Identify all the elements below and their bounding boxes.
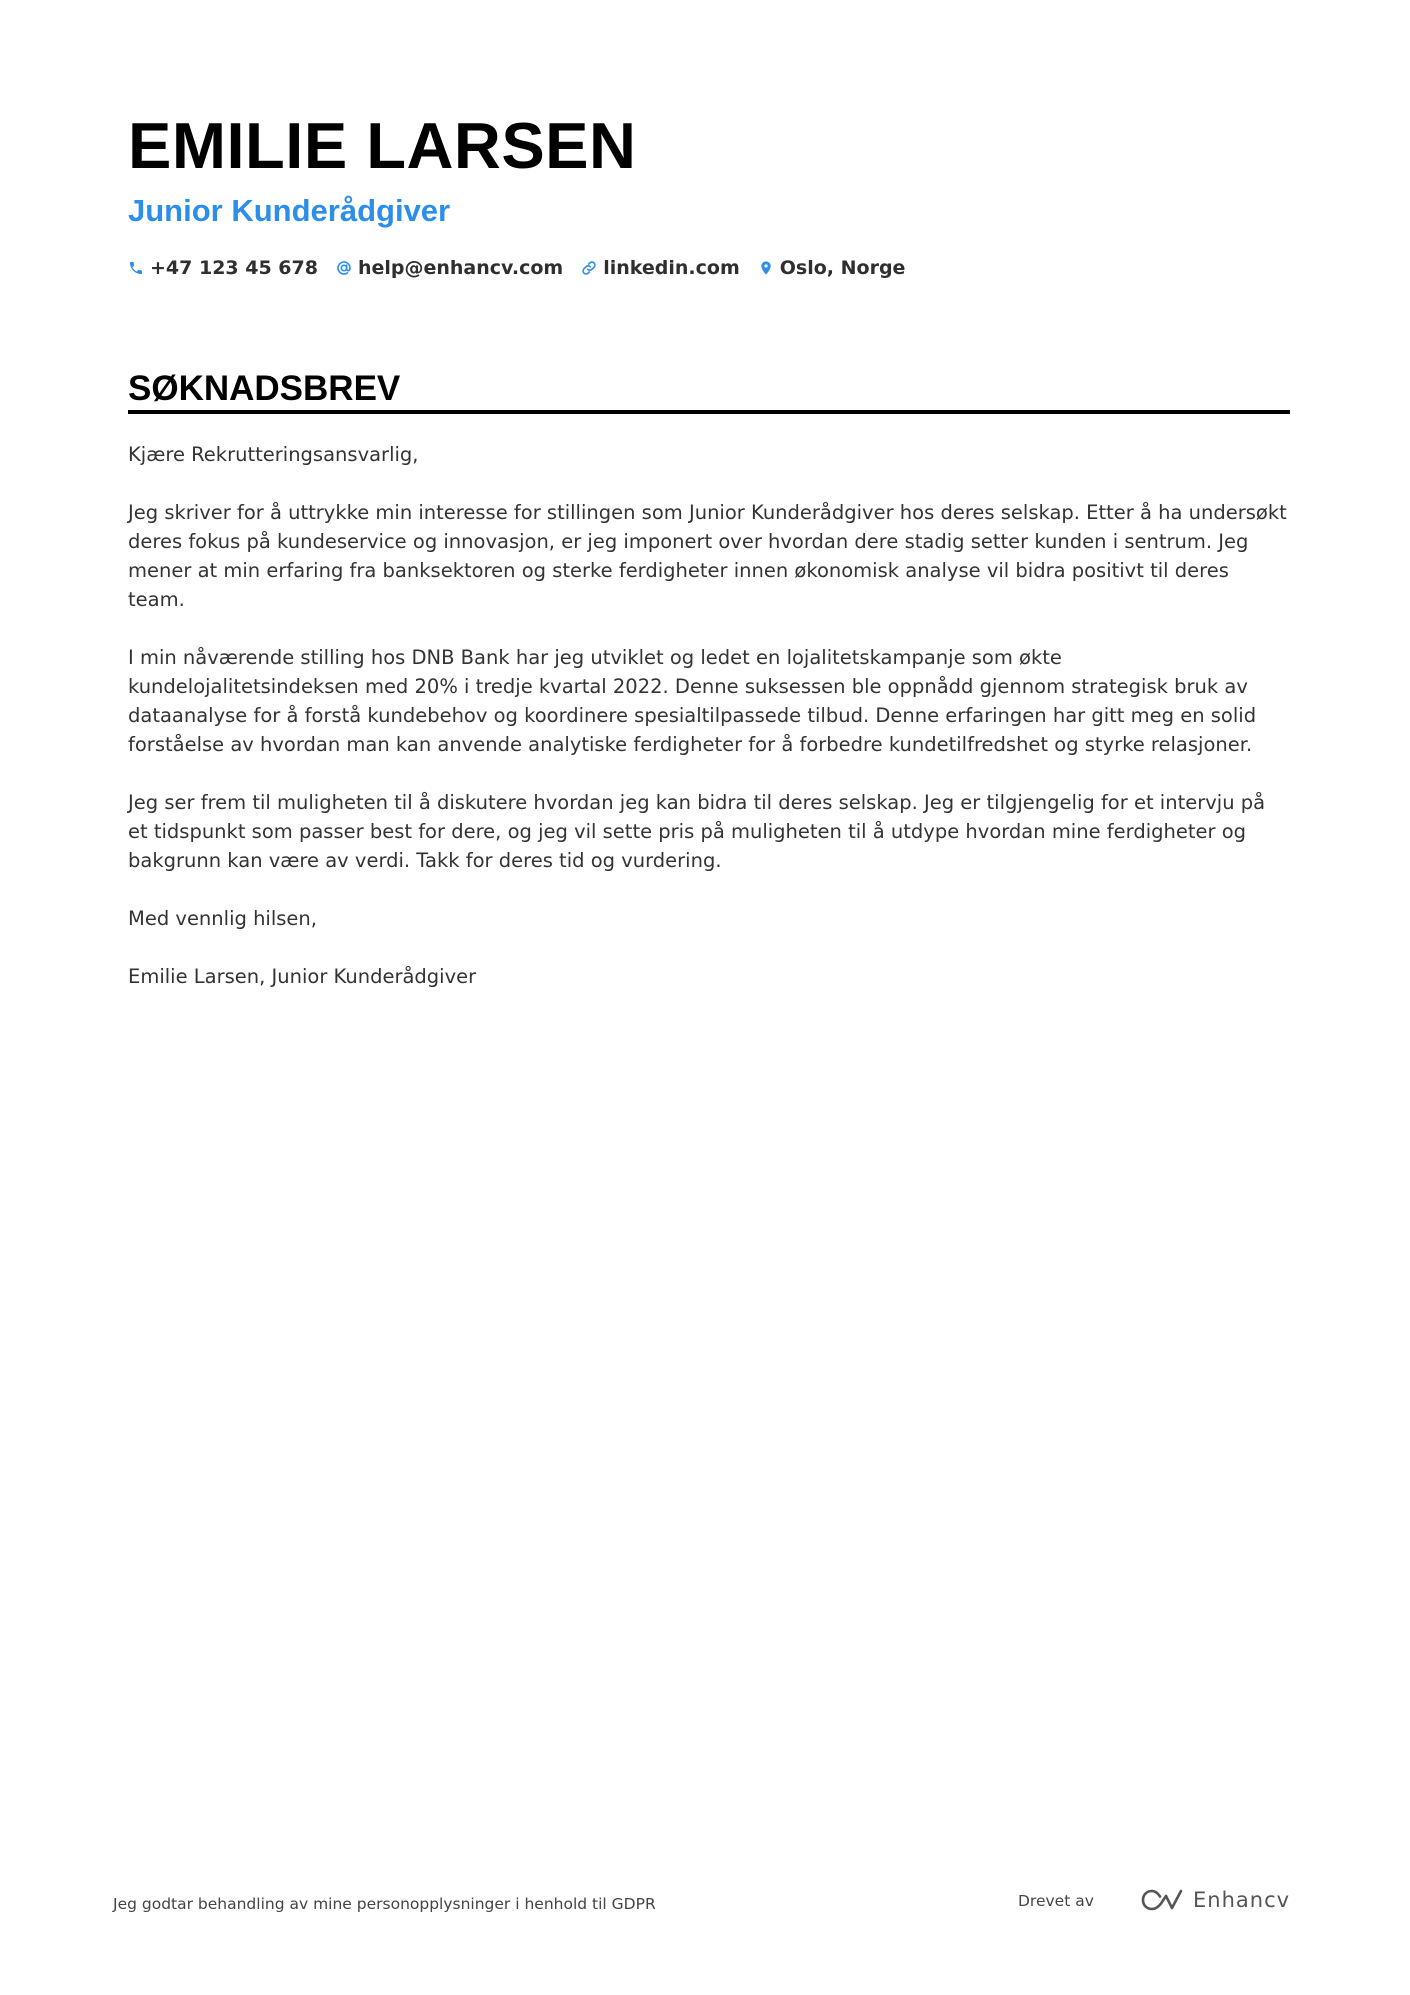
location-pin-icon	[758, 260, 774, 276]
email-address: help@enhancv.com	[357, 257, 564, 279]
phone-icon	[128, 260, 144, 276]
linkedin-url: linkedin.com	[603, 257, 740, 279]
contact-phone	[128, 257, 318, 279]
location: Oslo, Norge	[779, 257, 906, 279]
powered-by-label: Drevet av	[1018, 1892, 1094, 1910]
letter-body	[128, 440, 1290, 1020]
contact-linkedin	[581, 257, 740, 279]
letter-signature: Emilie Larsen, Junior Kunderådgiver	[128, 965, 477, 988]
letter-paragraph: I min nåværende stilling hos DNB Bank har jeg utviklet og ledet en lojalitetskampanje som økte kundelojalitetsindeksen med 20% i tredje kvartal 2022. Denne suksessen ble oppnådd gjennom strategisk bruk av dataanalyse for å forstå kundebehov og koordinere spesialtilpassede tilbud. Denne erfaringen har gitt meg en solid forståelse av hvordan man kan anvende analytiske ferdigheter for å forbedre kundetilfredshet og styrke relasjoner.	[128, 646, 1257, 756]
letter-greeting: Kjære Rekrutteringsansvarlig,	[128, 443, 419, 466]
contact-email	[336, 257, 563, 279]
letter-paragraph: Jeg ser frem til muligheten til å diskutere hvordan jeg kan bidra til deres selskap. Jeg er tilgjengelig for et intervju på et tidspunkt som passer best for dere, og jeg vil sette pris på muligheten til å utdype hvordan mine ferdigheter og bakgrunn kan være av verdi. Takk for deres tid og vurdering.	[128, 791, 1266, 872]
contact-info	[128, 255, 923, 281]
at-icon	[336, 260, 352, 276]
applicant-name: EMILIE LARSEN	[128, 109, 637, 182]
section-divider	[128, 410, 1290, 414]
letter-closing: Med vennlig hilsen,	[128, 907, 317, 930]
gdpr-consent: Jeg godtar behandling av mine personopplysninger i henhold til GDPR	[113, 1895, 656, 1913]
contact-location	[758, 257, 906, 279]
brand-name: Enhancv	[1193, 1888, 1291, 1912]
phone-number: +47 123 45 678	[150, 257, 318, 279]
link-icon	[581, 260, 597, 276]
enhancv-logo-icon	[1139, 1887, 1185, 1913]
brand-logo[interactable]	[1139, 1887, 1290, 1913]
section-heading: SØKNADSBREV	[128, 369, 401, 408]
letter-paragraph: Jeg skriver for å uttrykke min interesse for stillingen som Junior Kunderådgiver hos deres selskap. Etter å ha undersøkt deres fokus på kundeservice og innovasjon, er jeg imponert over hvordan dere stadig setter kunden i sentrum. Jeg mener at min erfaring fra banksektoren og sterke ferdigheter innen økonomisk analyse vil bidra positivt til deres team.	[128, 501, 1287, 611]
job-title: Junior Kunderådgiver	[128, 193, 451, 228]
